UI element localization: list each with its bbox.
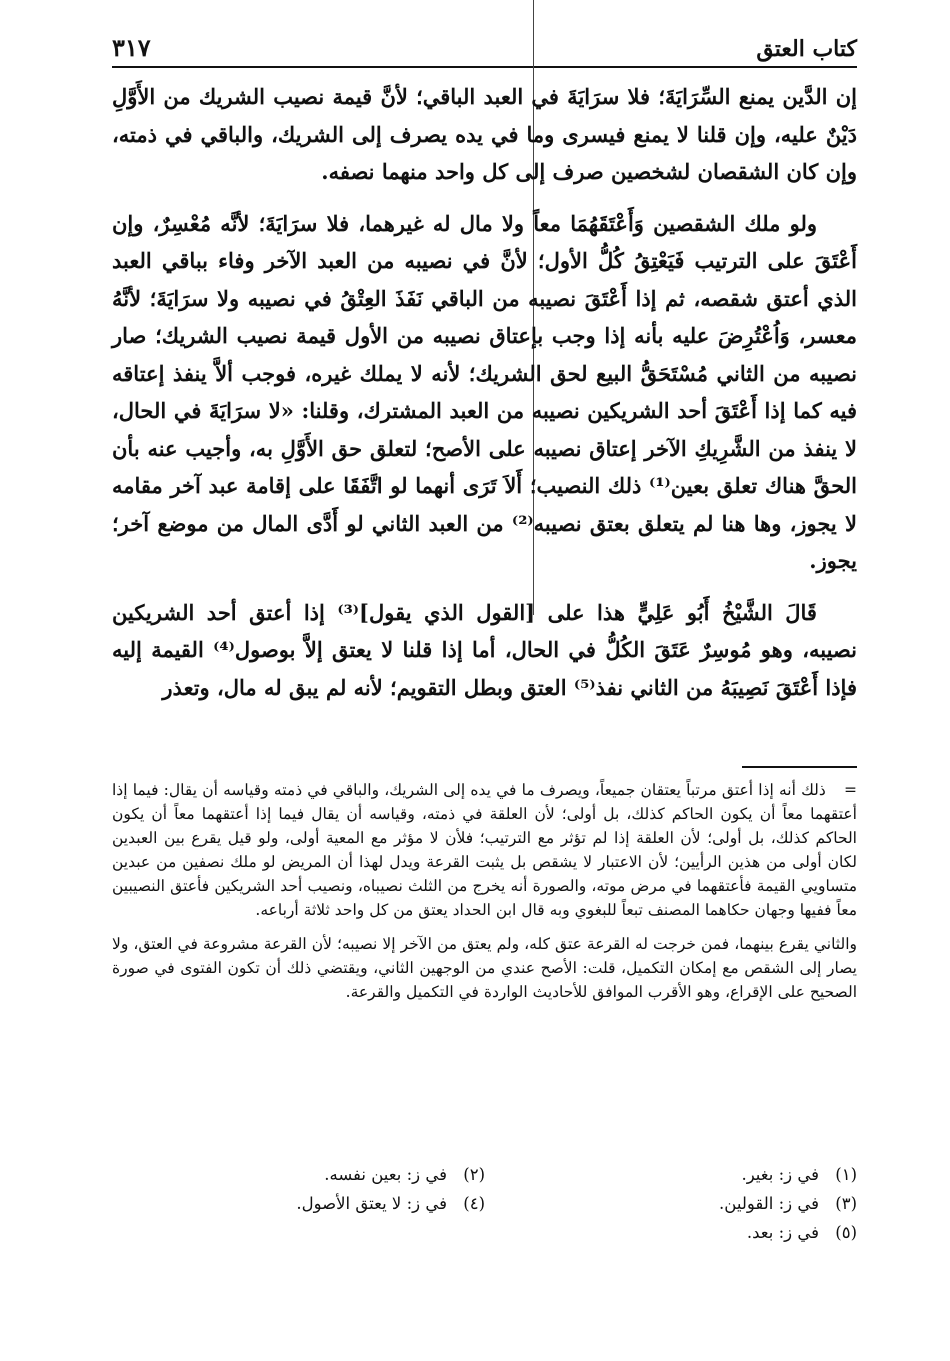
footnote-text: في ز: بعد. [746, 1223, 819, 1242]
notes-separator [742, 766, 857, 768]
header-rule [112, 66, 857, 68]
footnote-number: (٤) [463, 1194, 485, 1213]
page-number: ٣١٧ [112, 33, 151, 62]
footnote [113, 1160, 485, 1189]
footnote-text: في ز: بغير. [741, 1165, 819, 1184]
commentary-notes [112, 778, 857, 1014]
footnote-text: في ز: القولين. [719, 1194, 819, 1213]
footnote [113, 1189, 485, 1218]
footnote [485, 1160, 857, 1189]
footnote [485, 1218, 857, 1247]
note-text: ذلك أنه إذا أعتق مرتباً يعتقان جميعاً، ويصرف ما في يده إلى الشريك، والباقي في ذمته وقياسه أن يقال: فيما إذا أعتقهما معاً أن يكون الحاكم كذلك، بل أولى؛ لأن العلقة في ذمته، وقياسه أن يقال فيما إذا أعتقهما معاً أن يكون الحاكم كذلك، بل أولى؛ لأن العلقة إذا لم تؤثر مع الترتيب؛ فلأن لا مؤثر مع المعية أولى، ولو قيل يقرع بين العبدين لكان أولى من هذين الرأيين؛ لأن الاعتبار لا يشقص بل يثبت القرعة ويدل لهذا أن المريض لو ملك نصفين من عبدين متساويي القيمة فأعتقهما في مرض موته، والصورة أنه يخرج من الثلث نصيباه، ونصيب أحد الشريكين فأعتق النصيبين معاً ففيها وجهان حكاهما المصنف تبعاً للبغوي وبه قال ابن الحداد يعتق من كل واحد ثلاثة أرباعه. [112, 781, 857, 919]
footnote-number: (١) [835, 1165, 857, 1184]
note-paragraph [112, 778, 857, 922]
footnote-row [112, 1160, 857, 1189]
running-header [112, 22, 857, 62]
note-paragraph: والثاني يقرع بينهما، فمن خرجت له القرعة عتق كله، ولم يعتق من الآخر إلا نصيبه؛ لأن القرعة مشروعة في العتق، ولا يصار إلى الشقص مع إمكان التكميل، قلت: الأصح عندي من الوجهين الثاني، ويقتضي ذلك أن تكون الفتوى في صورة الصحيح على الإقراع، وهو الأقرب الموافق للأحاديث الواردة في التكميل والقرعة. [112, 935, 857, 1001]
main-paragraph: ولو ملك الشقصين وَأَعْتَقَهُمَا معاً ولا مال له غيرهما، فلا سرَايَةَ؛ لأنَّه مُعْسِرٌ، وإن أَعْتَقَ على الترتيب فَيَعْتِقُ كُلُّ الأول؛ لأنَّ في نصيبه من العبد الآخر وفاء بباقي العبد الذي أعتق شقصه، ثم إذا أَعْتَقَ نصيبه من الباقي نَفَذَ العِتْقُ في نصيبه ولا سرَايَةَ؛ لأنَّهُ معسر، وَاُعْتُرِضَ عليه بأنه إذا وجب بإعتاق نصيبه من الأول قيمة نصيب الشريك؛ صار نصيبه من الثاني مُسْتَحَقُّ البيع لحق الشريك؛ لأنه لا يملك غيره، فوجب ألاَّ ينفذ إعتاقه فيه كما إذا أَعْتَقَ أحد الشريكين نصيبه من العبد المشترك، وقلنا: «لا سرَايَةَ في الحال، لا ينفذ من الشَّرِيكِ الآخر إعتاق نصيبه على الأصح؛ لتعلق حق الأَوَّلِ به، وأجيب عنه بأن الحقَّ هناك تعلق بعين⁽¹⁾ ذلك النصيب؛ أَلاَ تَرَى أنهما لو اتَّفَقَا على إقامة عبد آخر مقامه لا يجوز، وها هنا لم يتعلق بعتق نصيبه⁽²⁾ من العبد الثاني لو أَدَّى المال من موضع آخر؛ يجوز. [112, 210, 857, 573]
main-paragraph: إن الدَّين يمنع السِّرَايَةَ؛ فلا سرَايَةَ في العبد الباقي؛ لأنَّ قيمة نصيب الشريك من الأَوَّلِ دَيْنٌ عليه، وإن قلنا لا يمنع فيسرى وما في يده يصرف إلى الشريك، والباقي في ذمته، وإن كان الشقصان لشخصين صرف إلى كل واحد منهما نصفه. [112, 84, 857, 184]
footnote-number: (٣) [835, 1194, 857, 1213]
main-text [112, 78, 857, 720]
footnote-text: في ز: بعين نفسه. [324, 1165, 447, 1184]
footnotes [112, 1160, 857, 1247]
main-paragraph: قَالَ الشَّيْخُ أَبُو عَلِيٍّ هذا على [القول الذي يقول]⁽³⁾ إذا أعتق أحد الشريكين نصيبه، وهو مُوسِرٌ عَتَقَ الكُلُّ في الحال، أما إذا قلنا لا يعتق إلاَّ بوصول⁽⁴⁾ القيمة إليه فإذا أَعْتَقَ نَصِيبَهُ من الثاني نفذ⁽⁵⁾ العتق وبطل التقويم؛ لأنه لم يبق له مال، وتعذر [112, 599, 857, 700]
footnote-row [112, 1218, 857, 1247]
footnote-row [112, 1189, 857, 1218]
continuation-mark: = [844, 781, 857, 799]
footnote-text: في ز: لا يعتق الأصول. [296, 1194, 447, 1213]
footnote-number: (٥) [835, 1223, 857, 1242]
footnote [485, 1189, 857, 1218]
chapter-title: كتاب العتق [756, 36, 857, 62]
footnote-number: (٢) [463, 1165, 485, 1184]
